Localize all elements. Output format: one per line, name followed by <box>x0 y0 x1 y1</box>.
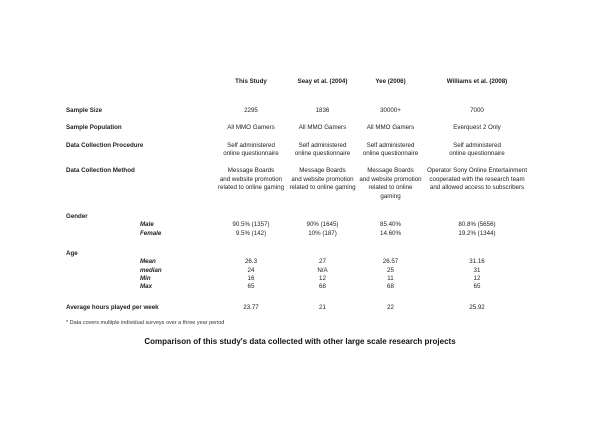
table-cell: 1836 <box>315 107 330 114</box>
table-cell: Message Boards and website promotion related to online gaming <box>217 167 285 192</box>
table-cell: 22 <box>387 303 394 311</box>
row-label-method: Data Collection Method <box>66 167 135 175</box>
table-cell: All MMO Gamers <box>298 124 347 132</box>
row-label-procedure: Data Collection Procedure <box>66 141 144 149</box>
table-cell: 14.60% <box>380 229 401 237</box>
table-cell: 12 <box>319 275 326 283</box>
row-label-gender: Gender <box>66 212 88 220</box>
table-cell: 23.77 <box>243 303 259 311</box>
table-row <box>66 250 532 258</box>
table-cell: 85.40% <box>380 221 401 229</box>
table-cell: 21 <box>319 303 326 311</box>
table-cell: 2295 <box>244 107 258 114</box>
header-seay: Seay et al. (2004) <box>297 78 348 85</box>
table-cell: 68 <box>387 283 394 291</box>
table-row <box>66 221 532 229</box>
table-cell: 65 <box>473 283 481 291</box>
sublabel-mean: Mean <box>140 258 156 266</box>
table-cell: 31.16 <box>469 258 485 266</box>
table-cell: 90.5% (1357) <box>232 221 270 229</box>
table-row <box>66 107 532 115</box>
table-cell: 31 <box>473 266 481 274</box>
table-cell: 9.5% (142) <box>235 229 267 237</box>
table-cell: Self administered online questionnaire <box>362 141 419 158</box>
table-caption: Comparison of this study's data collected with other large scale research projects <box>144 337 456 346</box>
table-cell: 25.92 <box>469 303 485 311</box>
table-cell: 12 <box>473 275 481 283</box>
row-label-sample-population: Sample Population <box>66 124 122 132</box>
table-row <box>66 230 532 238</box>
row-label-age: Age <box>66 249 78 257</box>
table-row <box>66 275 532 283</box>
table-row <box>66 124 532 132</box>
table-cell: Self administered online questionnaire <box>294 141 351 158</box>
table-cell: All MMO Gamers <box>366 124 415 132</box>
table-cell: Self administered online questionnaire <box>223 141 279 158</box>
sublabel-median: median <box>140 266 162 274</box>
table-cell: 27 <box>319 258 326 266</box>
table-cell: 68 <box>319 283 326 291</box>
table-cell: 25 <box>387 266 394 274</box>
sublabel-min: Min <box>140 275 151 283</box>
table-row <box>66 283 532 291</box>
row-label-sample-size: Sample Size <box>66 107 103 114</box>
table-row <box>66 167 532 200</box>
table-cell: 7000 <box>470 107 484 114</box>
row-label-hours: Average hours played per week <box>66 303 159 311</box>
table-cell: 30000+ <box>380 107 401 114</box>
table-cell: 90% (1645) <box>306 221 339 229</box>
table-cell: 26.57 <box>382 258 399 266</box>
table-cell: 24 <box>247 266 255 274</box>
table-cell: 16 <box>247 275 255 283</box>
comparison-table <box>66 78 532 312</box>
table-cell: N/A <box>317 266 328 274</box>
table-row <box>66 213 532 221</box>
table-cell: Self administered online questionnaire <box>449 141 505 158</box>
table-cell: 26.3 <box>244 258 258 266</box>
table-cell: 10% (187) <box>308 229 337 237</box>
table-cell: Message Boards and website promotion related to online gaming <box>359 167 422 200</box>
table-row <box>66 258 532 266</box>
footnote: * Data covers multiple individual surveys over a three year period <box>66 320 225 326</box>
table-row <box>66 267 532 275</box>
sublabel-max: Max <box>140 283 153 291</box>
table-cell: Message Boards and website promotion related to online gaming <box>289 167 356 192</box>
table-cell: 80.8% (5656) <box>458 221 496 229</box>
header-yee: Yee (2006) <box>375 78 406 85</box>
header-williams: Williams et al. (2008) <box>446 78 508 85</box>
table-row <box>66 304 532 312</box>
table-cell: 11 <box>387 275 394 283</box>
table-cell: Everquest 2 Only <box>453 124 501 132</box>
table-cell: Operator Sony Online Entertainment cooperated with the research team and allowed access to subscribers <box>426 167 528 192</box>
table-cell: All MMO Gamers <box>227 124 275 132</box>
header-row <box>66 78 532 98</box>
header-this-study: This Study <box>235 78 267 85</box>
sublabel-male: Male <box>140 221 154 229</box>
table-cell: 65 <box>247 283 255 291</box>
table-row <box>66 142 532 159</box>
sublabel-female: Female <box>140 229 162 237</box>
table-cell: 19.2% (1344) <box>458 229 496 237</box>
